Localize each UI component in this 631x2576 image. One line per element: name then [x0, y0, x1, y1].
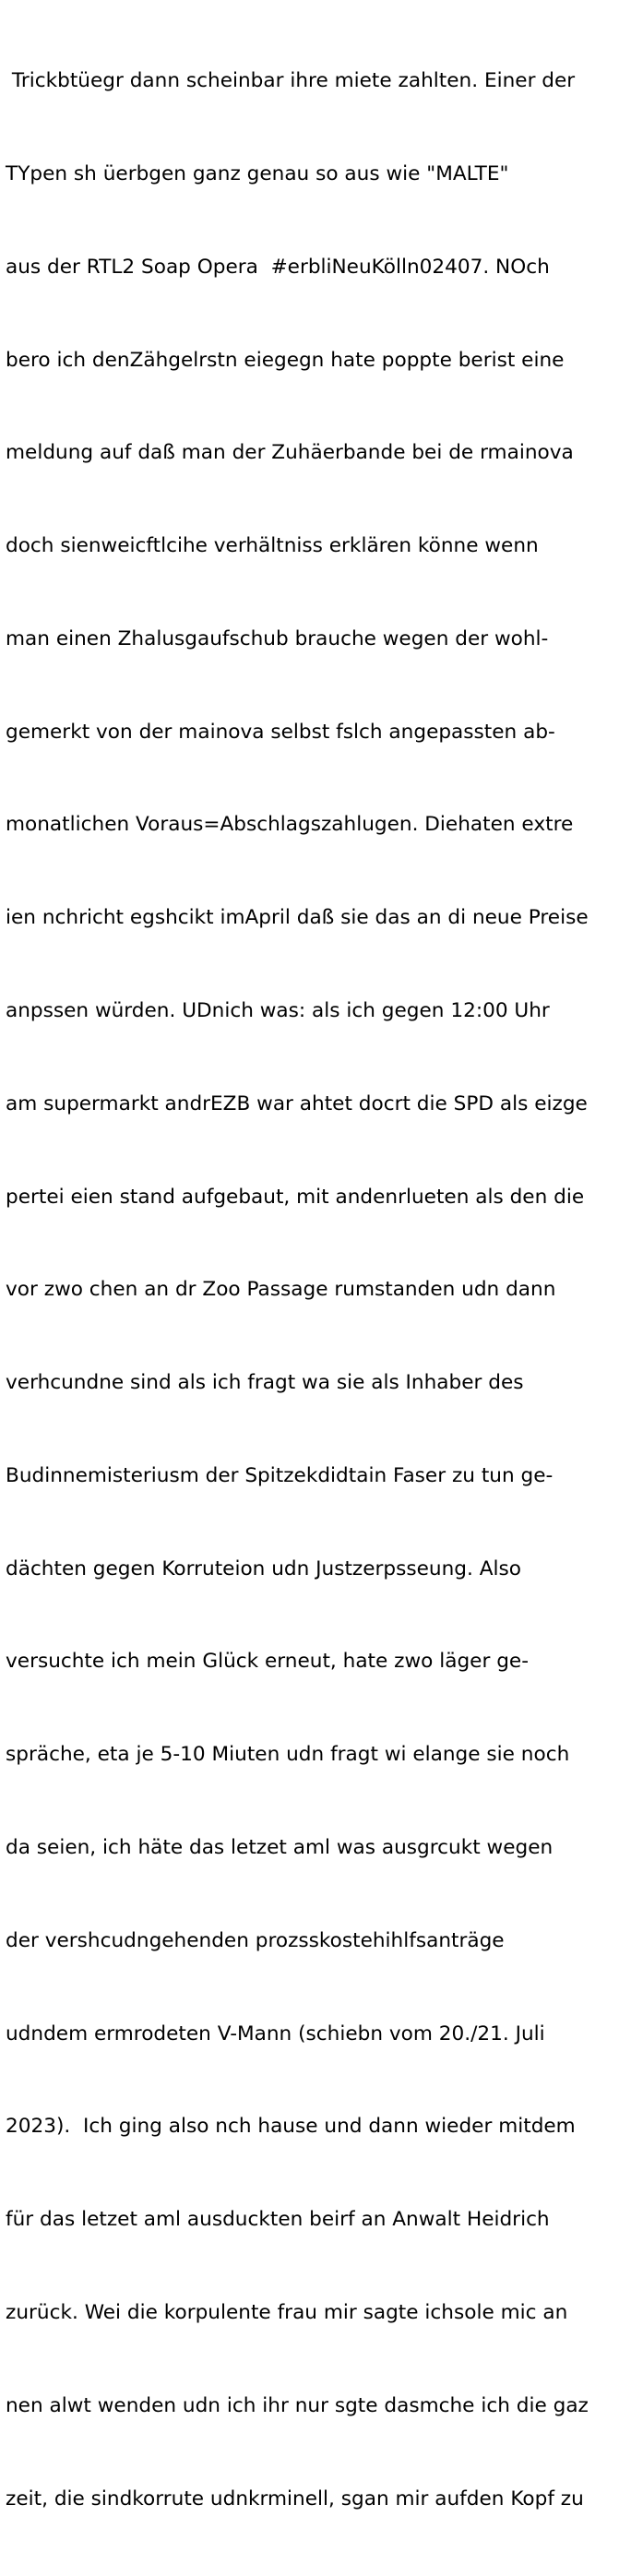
text-line-5: meldung auf daß man der Zuhäerbande bei de rmainova: [6, 441, 574, 465]
text-line-9: monatlichen Voraus=Abschlagszahlugen. Diehaten extre: [6, 813, 574, 837]
text-line-6: doch sienweicftlcihe verhältniss erklären könne wenn: [6, 534, 539, 558]
text-line-16: Budinnemisteriusm der Spitzekdidtain Faser zu tun ge-: [6, 1463, 554, 1487]
text-line-25: zurück. Wei die korpulente frau mir sagte ichsole mic an: [6, 2300, 568, 2324]
text-line-15: verhcundne sind als ich fragt wa sie als Inhaber des: [6, 1371, 524, 1395]
text-line-19: spräche, eta je 5-10 Miuten udn fragt wi elange sie noch: [6, 1743, 570, 1767]
text-line-22: udndem ermrodeten V-Mann (schiebn vom 20./21. Juli: [6, 2021, 545, 2045]
text-line-23: 2023). Ich ging also nch hause und dann wieder mitdem: [6, 2115, 576, 2139]
text-line-11: anpssen würden. UDnich was: als ich gegen 12:00 Uhr: [6, 999, 550, 1022]
text-line-8: gemerkt von der mainova selbst fslch angepassten ab-: [6, 720, 555, 744]
text-line-13: pertei eien stand aufgebaut, mit andenrlueten als den die: [6, 1185, 585, 1209]
text-line-26: nen alwt wenden udn ich ihr nur sgte dasmche ich die gaz: [6, 2393, 589, 2417]
text-line-27: zeit, die sindkorrute udnkrminell, sgan mir aufden Kopf zu: [6, 2487, 584, 2510]
text-line-1: Trickbtüegr dann scheinbar ihre miete zahlten. Einer der: [6, 69, 576, 93]
text-line-18: versuchte ich mein Glück erneut, hate zwo läger ge-: [6, 1650, 529, 1674]
text-line-21: der vershcudngehenden prozsskostehihlfsanträge: [6, 1928, 505, 1952]
text-line-4: bero ich denZähgelrstn eiegegn hate poppte berist eine: [6, 348, 565, 372]
text-line-3: aus der RTL2 Soap Opera #erbliNeuKölln02407. NOch: [6, 255, 550, 279]
text-line-10: ien nchricht egshcikt imApril daß sie das an di neue Preise: [6, 906, 589, 930]
document-text: [6, 4, 629, 2576]
text-line-20: da seien, ich häte das letzet aml was ausgrcukt wegen: [6, 1836, 554, 1860]
text-line-2: TYpen sh üerbgen ganz genau so aus wie "MALTE": [6, 161, 509, 185]
text-line-12: am supermarkt andrEZB war ahtet docrt die SPD als eizge: [6, 1091, 588, 1115]
text-line-14: vor zwo chen an dr Zoo Passage rumstanden udn dann: [6, 1278, 556, 1302]
text-line-17: dächten gegen Korruteion udn Justzerpsseung. Also: [6, 1556, 521, 1580]
text-line-24: für das letzet aml ausduckten beirf an Anwalt Heidrich: [6, 2208, 550, 2232]
text-line-7: man einen Zhalusgaufschub brauche wegen der wohl-: [6, 626, 549, 650]
